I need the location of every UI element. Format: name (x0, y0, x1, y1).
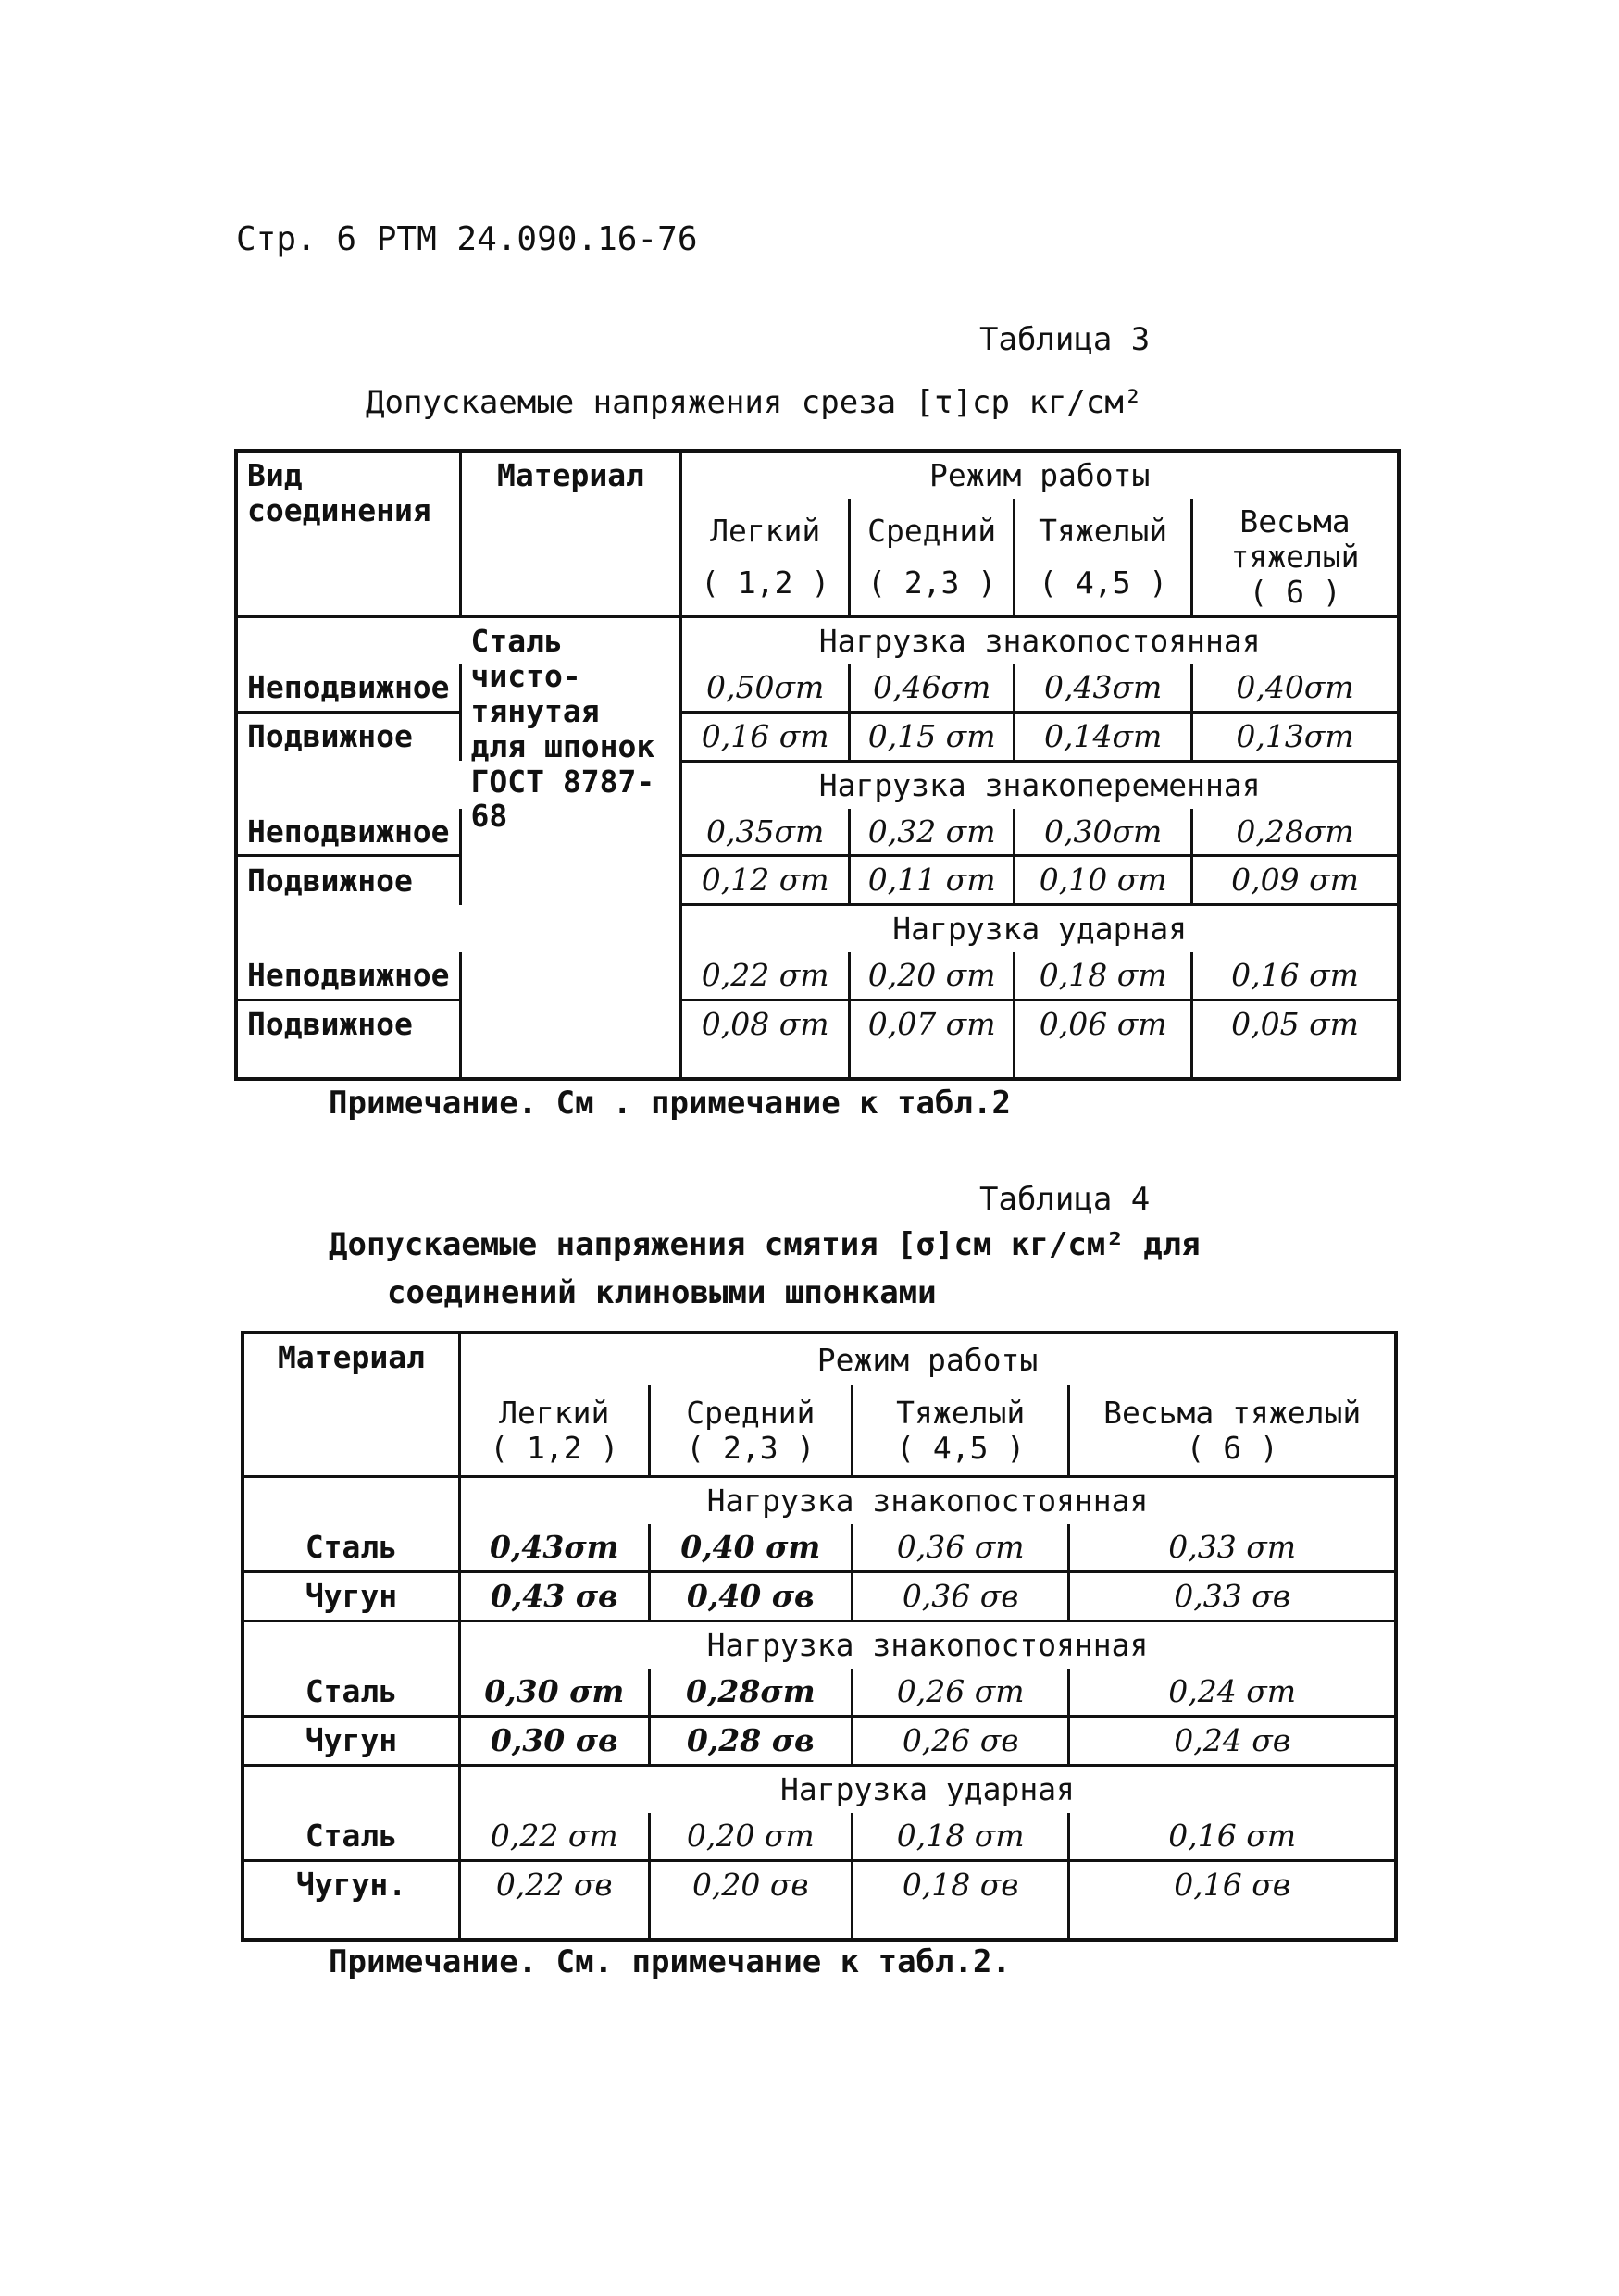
t4-value: 0,18 σв (853, 1860, 1069, 1940)
t4-value: 0,33 σв (1069, 1571, 1396, 1620)
t3-value: 0,13σт (1192, 712, 1399, 761)
t3-value: 0,46σт (850, 664, 1015, 712)
t3-value: 0,08 σт (681, 1000, 850, 1080)
t4-value: 0,36 σв (853, 1571, 1069, 1620)
t4-row (243, 1716, 1396, 1765)
t3-value: 0,22 σт (681, 952, 850, 999)
t4-value: 0,20 σт (649, 1813, 852, 1860)
t3-row (236, 856, 1399, 905)
t3-value: 0,20 σт (850, 952, 1015, 999)
table3 (234, 449, 1401, 1081)
t4-mode-very-heavy: Весьма тяжелый ( 6 ) (1069, 1385, 1396, 1476)
t3-joint: Подвижное (236, 1000, 460, 1080)
t3-value: 0,05 σт (1192, 1000, 1399, 1080)
t4-mode-heavy: Тяжелый ( 4,5 ) (853, 1385, 1069, 1476)
table4-note: Примечание. См. примечание к табл.2. (329, 1943, 1011, 1980)
t4-mode-medium: Средний ( 2,3 ) (649, 1385, 852, 1476)
t4-value: 0,30 σт (459, 1669, 649, 1716)
table3-note: Примечание. См . примечание к табл.2 (329, 1085, 1011, 1122)
t4-value: 0,22 σв (459, 1860, 649, 1940)
t3-value: 0,14σт (1015, 712, 1192, 761)
t3-value: 0,18 σт (1015, 952, 1192, 999)
t4-value: 0,43σт (459, 1524, 649, 1571)
t3-section-label: Нагрузка знакопеременная (818, 766, 1261, 803)
table3-title: Допускаемые напряжения среза [τ]ср кг/см² (366, 384, 1143, 421)
t4-value: 0,24 σв (1069, 1716, 1396, 1765)
t3-joint: Неподвижное (236, 664, 460, 712)
t4-section-label: Нагрузка знакопостоянная (706, 1483, 1149, 1519)
t4-head-material: Материал (243, 1333, 459, 1477)
t4-row (243, 1669, 1396, 1716)
t4-mode-light: Легкий ( 1,2 ) (459, 1385, 649, 1476)
t4-row (243, 1571, 1396, 1620)
t4-material: Чугун (243, 1571, 459, 1620)
t4-value: 0,40 σв (649, 1571, 852, 1620)
t4-section-label: Нагрузка ударная (780, 1770, 1075, 1807)
t3-mode-light: Легкий ( 1,2 ) (681, 499, 850, 616)
t4-value: 0,33 σт (1168, 1528, 1297, 1565)
t3-value: 0,28σт (1236, 813, 1354, 850)
t3-value: 0,43σт (1015, 664, 1192, 712)
t3-material: Сталь чисто-тянутая для шпонок ГОСТ 8787-68 (460, 616, 681, 1079)
t4-value: 0,18 σт (853, 1813, 1069, 1860)
table4 (241, 1331, 1398, 1942)
t4-value: 0,26 σт (853, 1669, 1069, 1716)
t4-material: Сталь (243, 1813, 459, 1860)
t4-row (243, 1813, 1396, 1860)
t4-value: 0,22 σт (459, 1813, 649, 1860)
t3-mode-heavy: Тяжелый ( 4,5 ) (1015, 499, 1192, 616)
t3-head-mode: Режим работы (928, 457, 1151, 493)
t3-joint: Подвижное (236, 712, 460, 761)
t3-head-joint: Вид соединения (236, 451, 460, 616)
t4-head-mode: Режим работы (816, 1341, 1039, 1378)
t4-section-label: Нагрузка знакопостоянная (706, 1626, 1149, 1663)
t4-value: 0,26 σв (853, 1716, 1069, 1765)
t3-section-label: Нагрузка знакопостоянная (818, 622, 1261, 659)
t3-section-label: Нагрузка ударная (892, 911, 1188, 948)
t3-row (236, 664, 1399, 712)
t3-value: 0,16 σт (1231, 957, 1359, 994)
t4-material: Сталь (243, 1524, 459, 1571)
t4-material: Сталь (243, 1669, 459, 1716)
t3-joint: Подвижное (236, 856, 460, 905)
page-header: Стр. 6 РТМ 24.090.16-76 (236, 220, 698, 258)
table3-number: Таблица 3 (979, 321, 1151, 358)
t3-row (236, 1000, 1399, 1080)
t4-value: 0,16 σт (1168, 1817, 1297, 1854)
table4-title-line2: соединений клиновыми шпонками (387, 1274, 937, 1311)
t3-value: 0,32 σт (850, 809, 1015, 856)
t3-value: 0,16 σт (681, 712, 850, 761)
t4-value: 0,40 σт (649, 1524, 852, 1571)
t4-row (243, 1860, 1396, 1940)
t3-value: 0,50σт (681, 664, 850, 712)
t4-material: Чугун (243, 1716, 459, 1765)
table4-title-line1: Допускаемые напряжения смятия [σ]см кг/см² для (329, 1226, 1201, 1263)
t4-value: 0,28σт (649, 1669, 852, 1716)
table4-number: Таблица 4 (979, 1181, 1151, 1218)
t3-value: 0,10 σт (1015, 856, 1192, 905)
t3-value: 0,09 σт (1192, 856, 1399, 905)
t3-value: 0,30σт (1015, 809, 1192, 856)
t3-value: 0,15 σт (850, 712, 1015, 761)
t3-value: 0,07 σт (850, 1000, 1015, 1080)
t3-row (236, 952, 1399, 999)
t3-row (236, 809, 1399, 856)
t4-row (243, 1524, 1396, 1571)
t4-value: 0,28 σв (649, 1716, 852, 1765)
t3-mode-very-heavy: Весьма тяжелый ( 6 ) (1192, 499, 1399, 616)
t3-value: 0,35σт (681, 809, 850, 856)
t4-value: 0,36 σт (853, 1524, 1069, 1571)
t3-mode-medium: Средний ( 2,3 ) (850, 499, 1015, 616)
t4-value: 0,16 σв (1069, 1860, 1396, 1940)
t3-value: 0,06 σт (1015, 1000, 1192, 1080)
t4-material: Чугун. (243, 1860, 459, 1940)
t3-row (236, 712, 1399, 761)
t4-value: 0,24 σт (1168, 1672, 1297, 1709)
t3-head-material: Материал (460, 451, 681, 616)
t3-joint: Неподвижное (236, 809, 460, 856)
t4-value: 0,43 σв (459, 1571, 649, 1620)
t3-value: 0,11 σт (850, 856, 1015, 905)
t3-joint: Неподвижное (236, 952, 460, 999)
t4-value: 0,20 σв (649, 1860, 852, 1940)
t4-value: 0,30 σв (459, 1716, 649, 1765)
t3-value: 0,40σт (1236, 668, 1354, 705)
t3-value: 0,12 σт (681, 856, 850, 905)
